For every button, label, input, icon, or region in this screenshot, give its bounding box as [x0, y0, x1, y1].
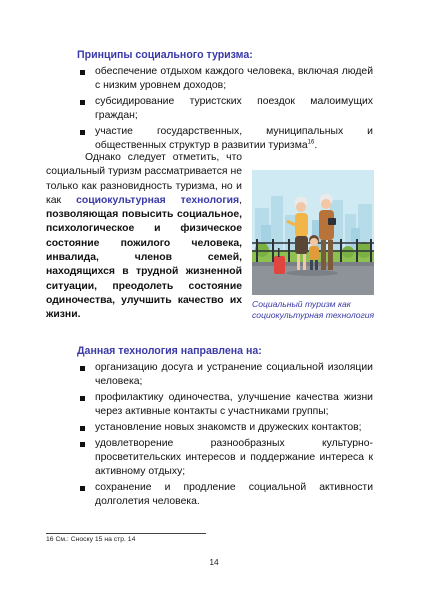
list-item: удовлетворение разнообразных культурно-просветительских интересов и поддержание интереса к активному отдыху;: [77, 437, 373, 479]
list-item: обеспечение отдыхом каждого человека, включая людей с низким уровнем доходов;: [77, 65, 373, 93]
illustration-svg: [252, 170, 374, 295]
list-item: сохранение и продление социальной активности долголетия человека.: [77, 481, 373, 509]
bullet-icon: [80, 70, 85, 75]
bullet-icon: [80, 396, 85, 401]
list-item: участие государственных, муниципальных и общественных структур в развитии туризма$^{16}$.: [77, 125, 373, 153]
figure-caption: Социальный туризм как социокультурная технология: [252, 299, 375, 320]
bullet-icon: [80, 442, 85, 447]
body-paragraph: Однако следует отметить, что социальный туризм рассматривается не только как разновидность туризма, но и как социокультурная технология, позволяющая повысить социальное, психологическое и физическое состояние пожилого человека, инвалида, членов семей, находящихся в трудной жизненной ситуации, преодолеть состояние одиночества, улучшить качество их жизни.: [46, 152, 242, 321]
bullet-icon: [80, 426, 85, 431]
bullet-icon: [80, 130, 85, 135]
bullet-icon: [80, 366, 85, 371]
footnote-divider: [46, 533, 206, 534]
bullet-icon: [80, 100, 85, 105]
page-number: 14: [209, 557, 219, 567]
highlight-term: социокультурная технология: [76, 194, 240, 206]
list-item: профилактику одиночества, улучшение качества жизни через активные контакты с участниками группы;: [77, 391, 373, 419]
list-item: организацию досуга и устранение социальной изоляции человека;: [77, 361, 373, 389]
footnote: 16 См.: Сноску 15 на стр. 14: [46, 536, 136, 543]
bullet-icon: [80, 486, 85, 491]
footnote-ref[interactable]: 16: [307, 139, 315, 146]
principles-list: [77, 65, 373, 155]
list-item: субсидирование туристских поездок малоимущих граждан;: [77, 95, 373, 123]
technology-list: [77, 361, 373, 511]
illustration-elderly-couple-travel: [252, 170, 374, 295]
section-heading-technology: Данная технология направлена на:: [77, 345, 262, 357]
list-item: установление новых знакомств и дружеских контактов;: [77, 421, 373, 435]
section-heading-principles: Принципы социального туризма:: [77, 49, 253, 61]
